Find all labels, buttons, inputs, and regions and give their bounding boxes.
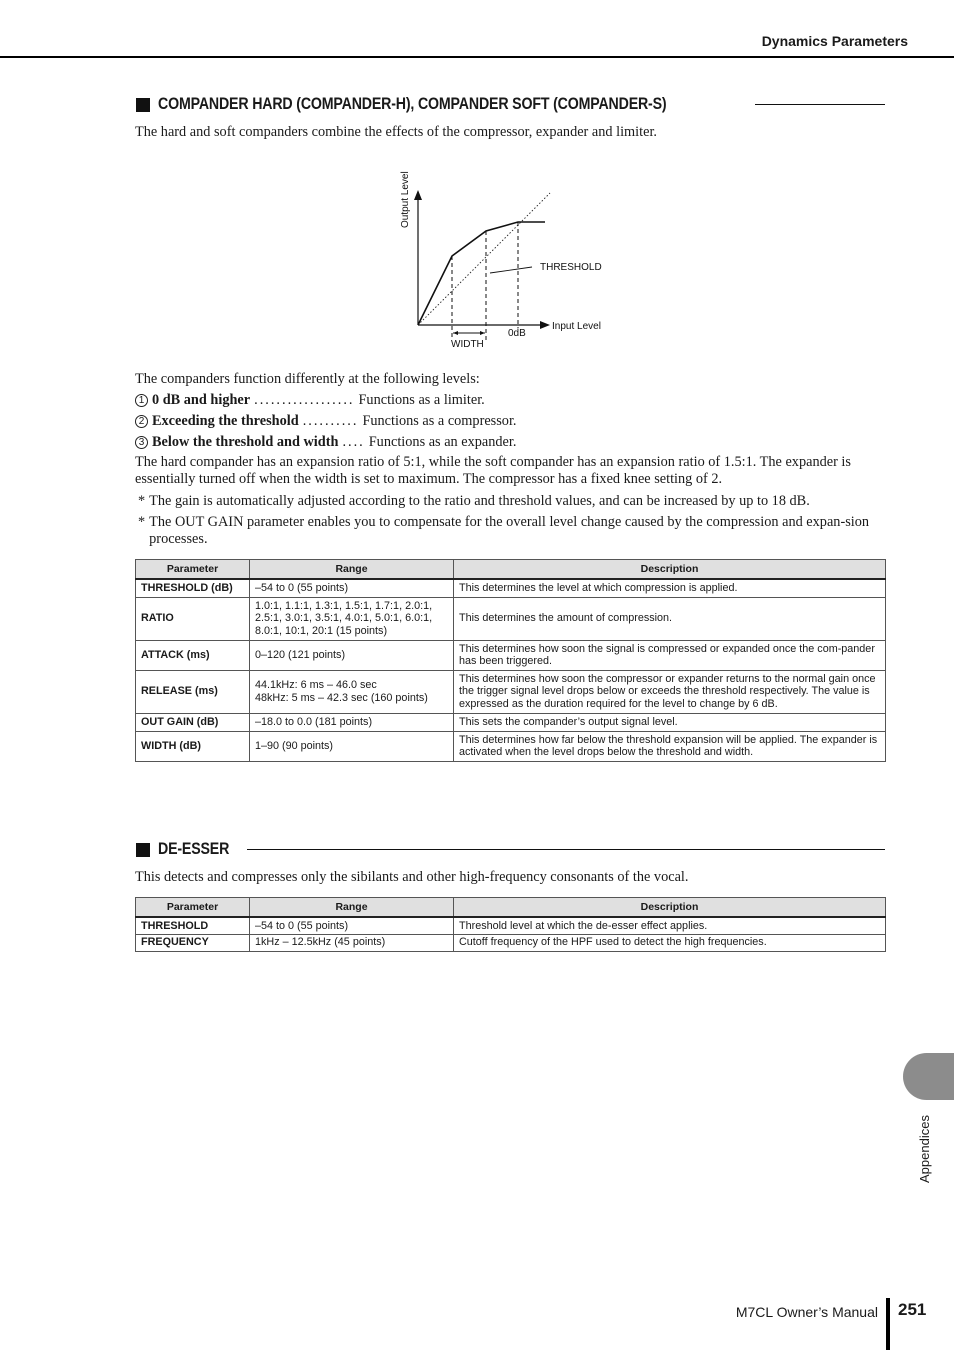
level-label: Below the threshold and width	[152, 434, 339, 450]
desc-cell: Cutoff frequency of the HPF used to detect the high frequencies.	[454, 934, 886, 951]
section-title-text: DE-ESSER	[158, 840, 230, 858]
range-cell: –54 to 0 (55 points)	[250, 917, 454, 934]
level-label: 0 dB and higher	[152, 392, 251, 408]
section-title-text: COMPANDER HARD (COMPANDER-H), COMPANDER SOFT (COMPANDER-S)	[158, 95, 667, 113]
range-line: 48kHz: 5 ms – 42.3 sec (160 points)	[255, 691, 428, 704]
table-row	[136, 713, 886, 731]
level-desc: Functions as a limiter.	[358, 392, 485, 408]
threshold-leader	[490, 267, 532, 273]
col-header-range: Range	[250, 560, 454, 580]
footer-manual-title: M7CL Owner’s Manual	[735, 1304, 878, 1320]
x-axis-arrow-icon	[540, 321, 550, 329]
section-title-deesser	[136, 840, 885, 859]
compander-body: The hard compander has an expansion ratio of 5:1, while the soft compander has an expansion ratio of 1.5:1. The expander is essentially turned off when the width is set to maximum. The compressor has a fixed knee setting of 2.	[135, 454, 851, 487]
param-cell: THRESHOLD (dB)	[136, 579, 250, 597]
level-item	[135, 411, 517, 432]
table-row	[136, 731, 886, 761]
section-title-rule	[755, 104, 885, 105]
footer-rule	[886, 1298, 890, 1350]
table-row	[136, 917, 886, 934]
unity-gain-line	[418, 193, 550, 325]
appendices-label: Appendices	[917, 1115, 932, 1183]
page-number: 251	[898, 1300, 927, 1319]
width-arrow-right-icon	[480, 331, 485, 335]
level-label: Exceeding the threshold	[152, 413, 299, 429]
range-cell: 0–120 (121 points)	[250, 640, 454, 670]
range-cell: 1kHz – 12.5kHz (45 points)	[250, 934, 454, 951]
param-cell: ATTACK (ms)	[136, 640, 250, 670]
note-2-text: The OUT GAIN parameter enables you to compensate for the overall level change caused by the compression and expan-sion processes.	[149, 514, 870, 547]
range-line: 44.1kHz: 6 ms – 46.0 sec	[255, 679, 377, 691]
section-title-compander	[136, 95, 885, 114]
range-cell: –54 to 0 (55 points)	[250, 579, 454, 597]
param-cell: FREQUENCY	[136, 934, 250, 951]
param-cell: OUT GAIN (dB)	[136, 713, 250, 731]
param-cell: RELEASE (ms)	[136, 670, 250, 713]
note-2: * The OUT GAIN parameter enables you to compensate for the overall level change caused by the compression and expan-sion processes.	[138, 514, 873, 548]
table-header-row	[136, 898, 886, 918]
y-axis-label: Output Level	[400, 171, 411, 228]
table-row	[136, 597, 886, 640]
header-rule	[0, 56, 954, 58]
x-axis-label: Input Level	[552, 321, 601, 332]
leader-dots: ..........	[302, 413, 359, 429]
y-axis-arrow-icon	[414, 190, 422, 200]
table-row	[136, 640, 886, 670]
circled-number: 3	[135, 436, 148, 449]
section-title-rule	[247, 849, 885, 850]
compander-parameter-table	[135, 559, 886, 762]
threshold-label: THRESHOLD	[540, 262, 602, 273]
width-arrow-left-icon	[453, 331, 458, 335]
section-square-icon	[136, 98, 150, 112]
param-cell: WIDTH (dB)	[136, 731, 250, 761]
level-desc: Functions as an expander.	[368, 434, 517, 450]
desc-cell: Threshold level at which the de-esser effect applies.	[454, 917, 886, 934]
note-1: * The gain is automatically adjusted according to the ratio and threshold values, and can be increased by up to 18 dB.	[138, 493, 810, 509]
col-header-parameter: Parameter	[136, 898, 250, 918]
desc-cell: This determines the amount of compression.	[454, 597, 886, 640]
table-row	[136, 934, 886, 951]
col-header-description: Description	[454, 898, 886, 918]
range-cell: –18.0 to 0.0 (181 points)	[250, 713, 454, 731]
desc-cell: This sets the compander’s output signal level.	[454, 713, 886, 731]
levels-list	[135, 390, 517, 453]
compander-curve	[418, 222, 545, 325]
circled-number: 2	[135, 415, 148, 428]
range-cell	[250, 670, 454, 713]
level-item	[135, 432, 517, 453]
range-cell: 1.0:1, 1.1:1, 1.3:1, 1.5:1, 1.7:1, 2.0:1, 2.5:1, 3.0:1, 3.5:1, 4.0:1, 5.0:1, 6.0:1, 8.0:1, 10:1, 20:1 (15 points)	[250, 597, 454, 640]
running-head: Dynamics Parameters	[761, 33, 908, 49]
level-item	[135, 390, 517, 411]
deesser-intro: This detects and compresses only the sibilants and other high-frequency consonants of the vocal.	[135, 869, 689, 885]
table-row	[136, 670, 886, 713]
desc-cell: This determines how soon the compressor or expander returns to the normal gain once the trigger signal level drops below or exceeds the threshold respectively. The value is expressed as the duration required for the level to change by 6 dB.	[454, 670, 886, 713]
range-cell: 1–90 (90 points)	[250, 731, 454, 761]
zero-db-label: 0dB	[508, 328, 526, 339]
param-cell: THRESHOLD	[136, 917, 250, 934]
table-header-row	[136, 560, 886, 580]
compander-intro: The hard and soft companders combine the effects of the compressor, expander and limiter.	[135, 124, 658, 140]
note-1-text: The gain is automatically adjusted according to the ratio and threshold values, and can be increased by up to 18 dB.	[149, 493, 810, 509]
param-cell: RATIO	[136, 597, 250, 640]
desc-cell: This determines how far below the threshold expansion will be applied. The expander is activated when the level drops below the threshold and width.	[454, 731, 886, 761]
appendices-tab	[903, 1053, 954, 1100]
level-desc: Functions as a compressor.	[362, 413, 517, 429]
deesser-parameter-table	[135, 897, 886, 952]
compander-diagram	[395, 160, 625, 355]
leader-dots: ..................	[254, 392, 355, 408]
section-square-icon	[136, 843, 150, 857]
col-header-range: Range	[250, 898, 454, 918]
leader-dots: ....	[342, 434, 365, 450]
col-header-description: Description	[454, 560, 886, 580]
circled-number: 1	[135, 394, 148, 407]
desc-cell: This determines the level at which compression is applied.	[454, 579, 886, 597]
col-header-parameter: Parameter	[136, 560, 250, 580]
desc-cell: This determines how soon the signal is compressed or expanded once the com-pander has been triggered.	[454, 640, 886, 670]
levels-intro: The companders function differently at the following levels:	[135, 371, 480, 387]
width-label: WIDTH	[451, 339, 484, 350]
table-row	[136, 579, 886, 597]
